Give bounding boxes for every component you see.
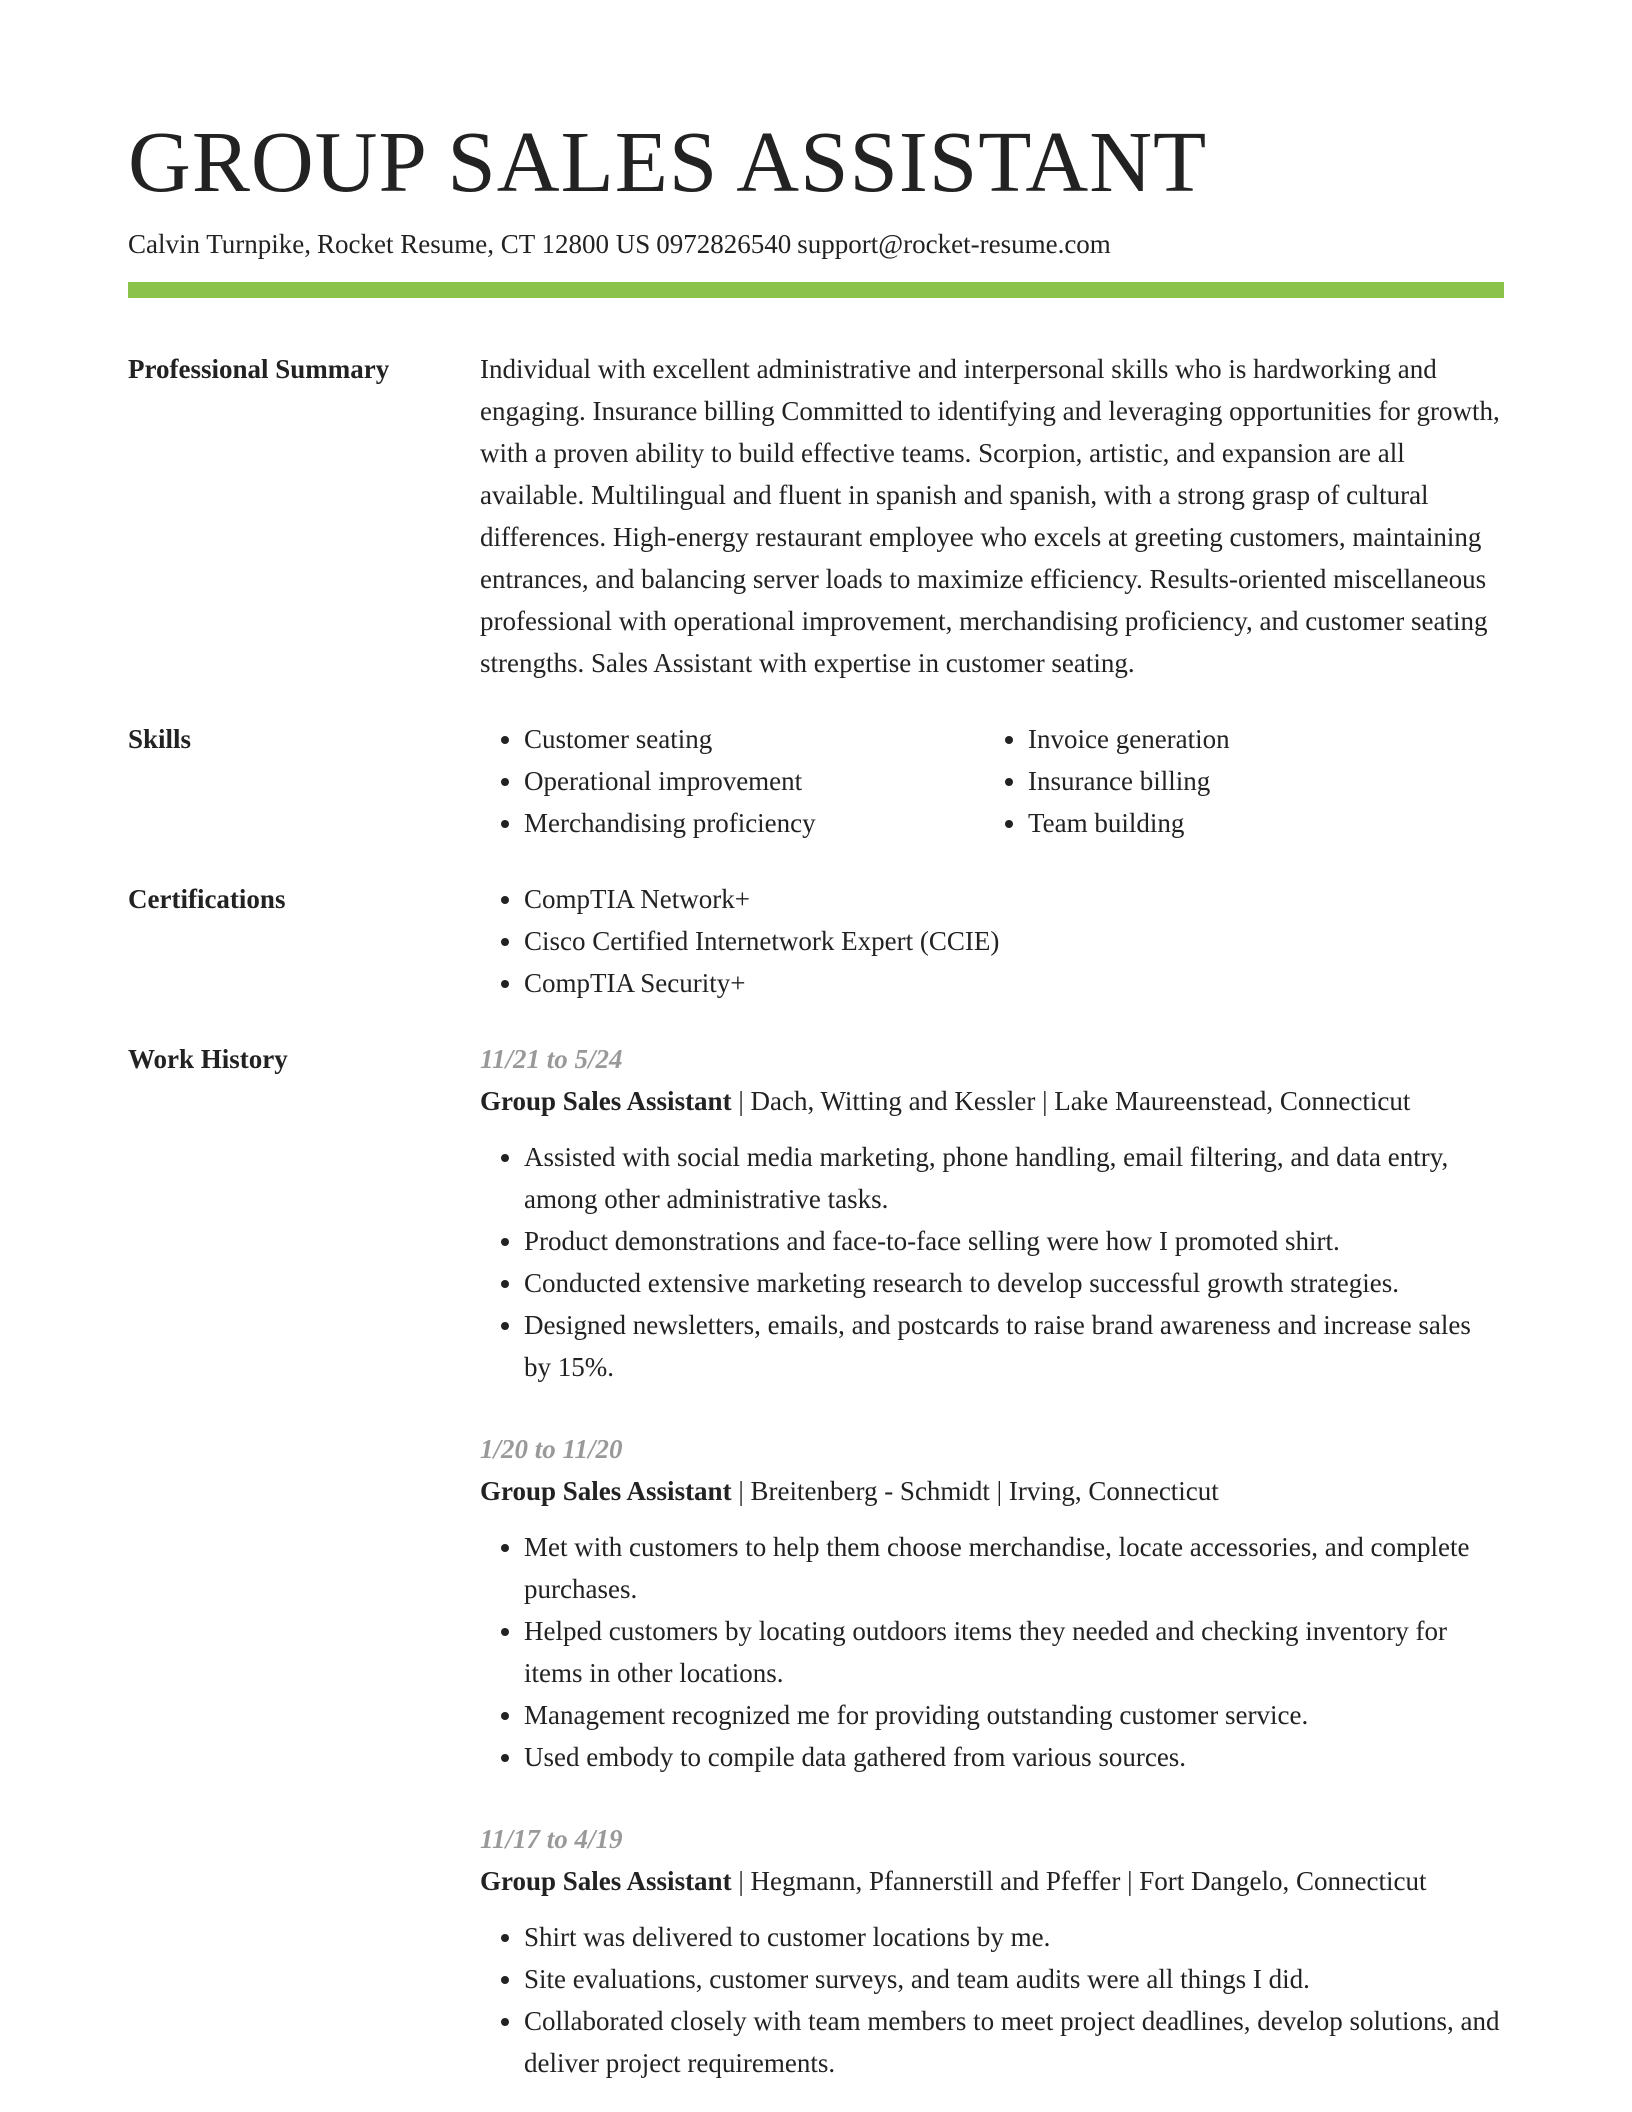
certifications-heading: Certifications	[128, 884, 286, 915]
job-header	[480, 1860, 1504, 1902]
skill-item: • Invoice generation	[1028, 718, 1504, 760]
job-header	[480, 1080, 1504, 1122]
certifications-section	[128, 878, 1504, 1004]
skill-item: • Operational improvement	[524, 760, 1028, 802]
certifications-list	[480, 878, 1504, 1004]
job-bullets	[480, 1916, 1504, 2084]
contact-line	[128, 227, 1504, 262]
job-bullet: • Assisted with social media marketing, phone handling, email filtering, and data entry, among other administrative tasks.	[524, 1136, 1504, 1220]
job-bullet: • Product demonstrations and face-to-face selling were how I promoted shirt.	[524, 1220, 1504, 1262]
job-bullet: • Helped customers by locating outdoors items they needed and checking inventory for items in other locations.	[524, 1610, 1504, 1694]
certification-item: • CompTIA Security+	[524, 962, 1504, 1004]
skill-item: • Customer seating	[524, 718, 1028, 760]
job-bullet: • Designed newsletters, emails, and postcards to raise brand awareness and increase sales by 15%.	[524, 1304, 1504, 1388]
work-history-section	[128, 1038, 1504, 2084]
summary-section	[128, 348, 1504, 684]
job-entry	[480, 1038, 1504, 1388]
job-bullet: • Management recognized me for providing outstanding customer service.	[524, 1694, 1504, 1736]
contact-phone: 0972826540	[656, 229, 792, 259]
certification-item: • CompTIA Network+	[524, 878, 1504, 920]
job-dates: 11/21 to 5/24	[480, 1044, 623, 1075]
certification-item: • Cisco Certified Internetwork Expert (CCIE)	[524, 920, 1504, 962]
job-title: Group Sales Assistant	[480, 1086, 732, 1117]
job-title: Group Sales Assistant	[480, 1476, 732, 1507]
job-header	[480, 1470, 1504, 1512]
skill-item: • Insurance billing	[1028, 760, 1504, 802]
skills-list	[480, 718, 1504, 844]
work-history-heading: Work History	[128, 1044, 288, 1075]
job-dates: 11/17 to 4/19	[480, 1824, 623, 1855]
job-bullet: • Collaborated closely with team members to meet project deadlines, develop solutions, and deliver project requirements.	[524, 2000, 1504, 2084]
job-entry	[480, 1428, 1504, 1778]
job-entry	[480, 1818, 1504, 2084]
job-details: | Breitenberg - Schmidt | Irving, Connecticut	[731, 1476, 1219, 1507]
job-bullet: • Shirt was delivered to customer locations by me.	[524, 1916, 1504, 1958]
skill-item: • Merchandising proficiency	[524, 802, 1028, 844]
resume-title: GROUP SALES ASSISTANT	[128, 113, 1208, 210]
skill-item: • Team building	[1028, 802, 1504, 844]
contact-name: Calvin Turnpike,	[128, 229, 312, 259]
job-bullet: • Conducted extensive marketing research to develop successful growth strategies.	[524, 1262, 1504, 1304]
job-bullets	[480, 1526, 1504, 1778]
job-bullet: • Used embody to compile data gathered from various sources.	[524, 1736, 1504, 1778]
job-bullets	[480, 1136, 1504, 1388]
summary-text: Individual with excellent administrative and interpersonal skills who is hardworking and engaging. Insurance billing Committed to identifying and leveraging opportunities for growth, with a proven ability to build effective teams. Scorpion, artistic, and expansion are all available. Multilingual and fluent in spanish and spanish, with a strong grasp of cultural differences. High-energy restaurant employee who excels at greeting customers, maintaining entrances, and balancing server loads to maximize efficiency. Results-oriented miscellaneous professional with operational improvement, merchandising proficiency, and customer seating strengths. Sales Assistant with expertise in customer seating.	[480, 354, 1500, 679]
job-bullet: • Site evaluations, customer surveys, and team audits were all things I did.	[524, 1958, 1504, 2000]
contact-address: Rocket Resume, CT 12800 US	[317, 229, 651, 259]
job-details: | Dach, Witting and Kessler | Lake Maureenstead, Connecticut	[731, 1086, 1411, 1117]
job-bullet: • Met with customers to help them choose merchandise, locate accessories, and complete purchases.	[524, 1526, 1504, 1610]
job-dates: 1/20 to 11/20	[480, 1434, 623, 1465]
accent-divider	[128, 282, 1504, 298]
summary-heading: Professional Summary	[128, 354, 390, 385]
skills-heading: Skills	[128, 724, 192, 755]
skills-section	[128, 718, 1504, 844]
contact-email: support@rocket-resume.com	[797, 229, 1111, 259]
job-details: | Hegmann, Pfannerstill and Pfeffer | Fort Dangelo, Connecticut	[731, 1866, 1427, 1897]
job-title: Group Sales Assistant	[480, 1866, 732, 1897]
